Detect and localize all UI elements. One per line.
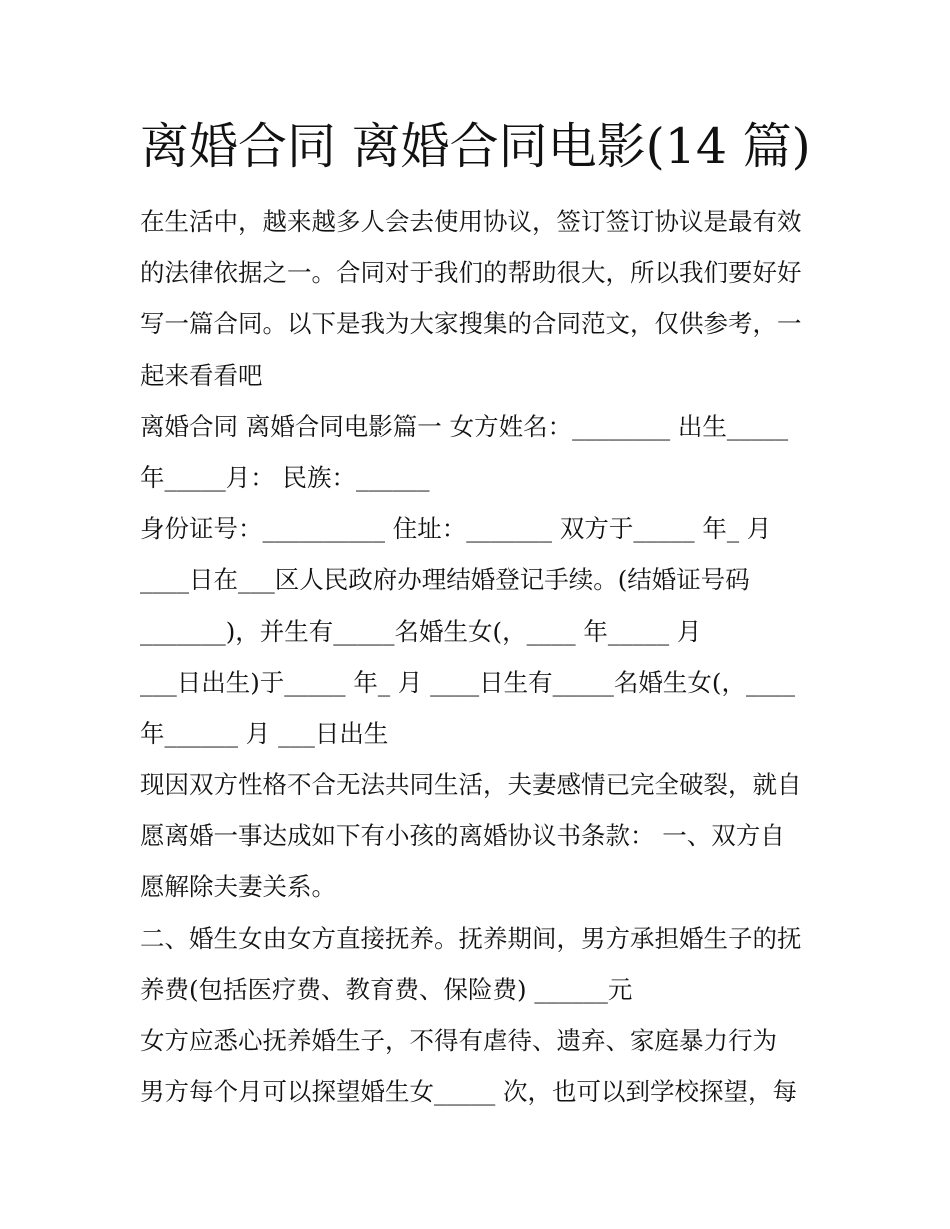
text-line: 愿离婚一事达成如下有小孩的离婚协议书条款： 一、双方自: [140, 821, 785, 851]
text-line: 年_____月： 民族：______: [140, 462, 430, 492]
text-line: 二、婚生女由女方直接抚养。抚养期间，男方承担婚生子的抚: [140, 923, 802, 953]
text-line: 女方应悉心抚养婚生子，不得有虐待、遗弃、家庭暴力行为: [140, 1026, 777, 1055]
text-line: 起来看看吧: [140, 360, 263, 390]
text-line: 写一篇合同。以下是我为大家搜集的合同范文，仅供参考，一: [140, 309, 802, 339]
text-line: 在生活中，越来越多人会去使用协议，签订签订协议是最有效: [140, 207, 802, 236]
text-line: _______)，并生有_____名婚生女(，____ 年_____ 月: [140, 616, 702, 646]
text-line: 现因双方性格不合无法共同生活，夫妻感情已完全破裂，就自: [140, 770, 802, 800]
text-line: 愿解除夫妻关系。: [140, 872, 336, 902]
text-line: ___日出生)于_____ 年_ 月 ____日生有_____名婚生女(，____: [140, 667, 795, 697]
text-line: 养费(包括医疗费、教育费、保险费) ______元: [140, 974, 633, 1004]
text-line: 男方每个月可以探望婚生女_____ 次，也可以到学校探望，每: [140, 1077, 798, 1107]
document-title: 离婚合同 离婚合同电影(14 篇): [140, 118, 811, 175]
text-line: 的法律依据之一。合同对于我们的帮助很大，所以我们要好好: [140, 258, 802, 288]
text-line: 身份证号：__________ 住址：_______ 双方于_____ 年_ 月: [140, 514, 772, 544]
text-line: ____日在___区人民政府办理结婚登记手续。(结婚证号码: [140, 565, 750, 595]
text-line: 离婚合同 离婚合同电影篇一 女方姓名：________ 出生_____: [140, 411, 789, 441]
text-line: 年______ 月 ___日出生: [140, 718, 389, 748]
document-body: [140, 196, 830, 1117]
